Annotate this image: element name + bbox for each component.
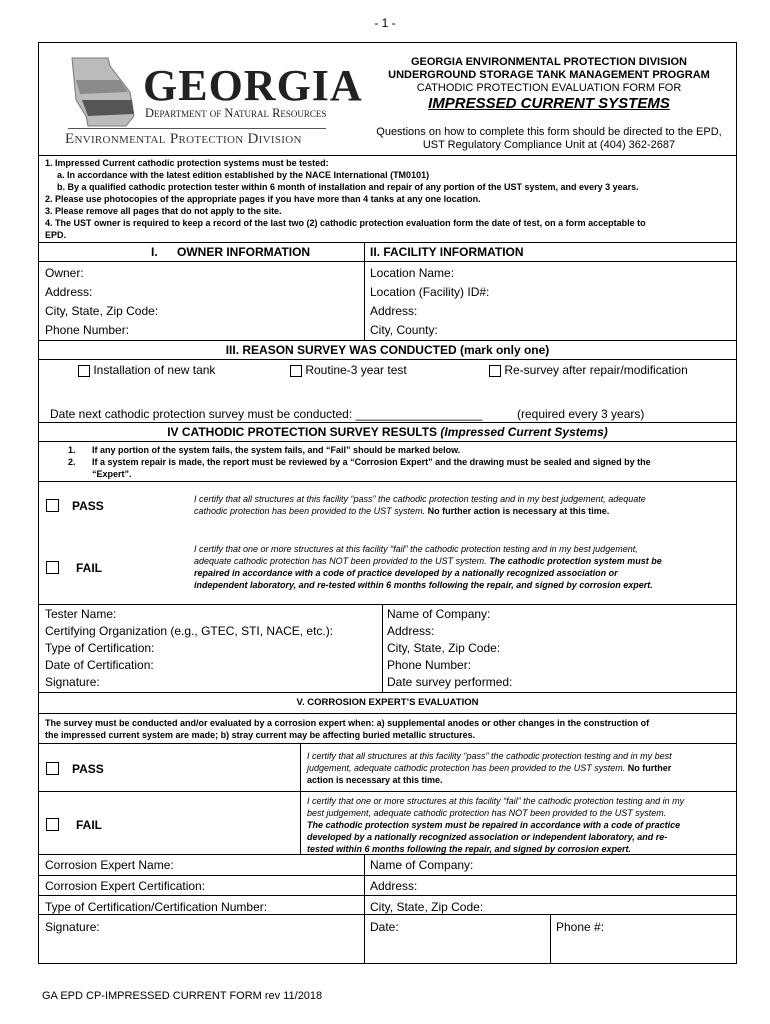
header-contact1: Questions on how to complete this form should be directed to the EPD, <box>376 126 722 138</box>
expert-fail-label: FAIL <box>76 818 102 832</box>
divider <box>38 359 737 360</box>
note-num: 1. <box>68 445 76 455</box>
georgia-map-icon <box>68 56 148 128</box>
divider <box>38 261 737 262</box>
header-line1: GEORGIA ENVIRONMENTAL PROTECTION DIVISION <box>410 56 688 68</box>
certifying-org-field[interactable]: Certifying Organization (e.g., GTEC, STI, NACE, etc.): <box>45 624 334 638</box>
logo-division-text: Environmental Protection Division <box>65 131 302 147</box>
column-divider <box>300 743 301 854</box>
note-num: 2. <box>68 457 76 467</box>
expert-address-field[interactable]: Address: <box>370 879 418 893</box>
option-new-tank[interactable] <box>78 363 215 377</box>
expert-pass-checkbox[interactable] <box>46 762 59 775</box>
reason-heading: III. REASON SURVEY WAS CONDUCTED (mark only one) <box>225 343 550 357</box>
pass-cert-text-1: I certify that all structures at this facility “pass” the cathodic protection testing and in my best judgement, adequate <box>194 494 646 504</box>
expert-cert-type-field[interactable]: Type of Certification/Certification Number: <box>45 900 268 914</box>
survey-date-field[interactable]: Date survey performed: <box>387 675 513 689</box>
tester-city-field[interactable]: City, State, Zip Code: <box>387 641 501 655</box>
expert-pass-text-2: judgement, adequate cathodic protection has been provided to the UST system. <box>307 763 626 773</box>
divider <box>38 743 737 744</box>
option-label: Routine-3 year test <box>305 363 407 377</box>
divider <box>38 692 737 693</box>
owner-field[interactable]: Owner: <box>45 266 84 280</box>
owner-phone-field[interactable]: Phone Number: <box>45 323 130 337</box>
divider <box>38 441 737 442</box>
expert-signature-field[interactable]: Signature: <box>45 920 100 934</box>
instruction-2: 2. Please use photocopies of the appropriate pages if you have more than 4 tanks at any one location. <box>45 194 481 204</box>
facility-heading: II. FACILITY INFORMATION <box>370 245 524 259</box>
option-label: Re-survey after repair/modification <box>504 363 688 377</box>
expert-phone-field[interactable]: Phone #: <box>556 920 605 934</box>
next-survey-date-field[interactable]: Date next cathodic protection survey must be conducted: ___________________ <box>50 407 483 421</box>
option-resurvey[interactable] <box>489 363 688 377</box>
divider <box>38 155 737 156</box>
expert-intro-2: the impressed current system are made; b) stray current may be affecting buried metallic structures. <box>45 730 476 740</box>
routine-checkbox[interactable] <box>290 365 302 377</box>
divider <box>38 340 737 341</box>
note-text: “Expert”. <box>92 469 132 479</box>
facility-address-field[interactable]: Address: <box>370 304 418 318</box>
owner-city-field[interactable]: City, State, Zip Code: <box>45 304 159 318</box>
expert-fail-text-5: tested within 6 months following the repair, and signed by corrosion expert. <box>307 844 632 854</box>
results-heading: IV CATHODIC PROTECTION SURVEY RESULTS <box>167 425 438 439</box>
form-footer: GA EPD CP-IMPRESSED CURRENT FORM rev 11/2018 <box>42 990 323 1002</box>
expert-fail-text-4: developed by a nationally recognized association or independent laboratory, and re- <box>307 832 668 842</box>
divider <box>38 242 737 243</box>
column-divider <box>364 242 365 341</box>
expert-pass-text-3: action is necessary at this time. <box>307 775 443 785</box>
column-divider <box>382 604 383 692</box>
expert-city-field[interactable]: City, State, Zip Code: <box>370 900 484 914</box>
instruction-1: 1. Impressed Current cathodic protection systems must be tested: <box>45 158 329 168</box>
divider <box>38 713 737 714</box>
expert-pass-text-1: I certify that all structures at this facility “pass” the cathodic protection testing and in my best <box>307 751 672 761</box>
expert-fail-text-2: best judgement, adequate cathodic protection has NOT been provided to the UST system. <box>307 808 667 818</box>
fail-cert-text-3: repaired in accordance with a code of practice developed by a nationally recognized association or <box>194 568 618 578</box>
logo-dnr-text: Department of Natural Resources <box>145 106 327 120</box>
pass-cert-text-2: cathodic protection has been provided to the UST system. <box>194 506 426 516</box>
pass-checkbox[interactable] <box>46 499 59 512</box>
expert-fail-text-3: The cathodic protection system must be repaired in accordance with a code of practice <box>307 820 681 830</box>
fail-cert-text-2: adequate cathodic protection has NOT been provided to the UST system. <box>194 556 487 566</box>
next-survey-note: (required every 3 years) <box>517 407 645 421</box>
divider <box>38 914 737 915</box>
pass-cert-line-2 <box>194 506 609 516</box>
pass-label: PASS <box>72 499 104 513</box>
form-title: IMPRESSED CURRENT SYSTEMS <box>428 95 670 112</box>
expert-intro-1: The survey must be conducted and/or evaluated by a corrosion expert when: a) supplemental anodes or other changes in the construction of <box>45 718 650 728</box>
header-line3: CATHODIC PROTECTION EVALUATION FORM FOR <box>416 82 682 94</box>
divider <box>38 895 737 896</box>
cert-type-field[interactable]: Type of Certification: <box>45 641 155 655</box>
owner-heading: OWNER INFORMATION <box>177 245 311 259</box>
option-routine[interactable] <box>290 363 407 377</box>
results-heading-row <box>38 425 737 439</box>
divider <box>38 422 737 423</box>
facility-id-field[interactable]: Location (Facility) ID#: <box>370 285 490 299</box>
expert-name-field[interactable]: Corrosion Expert Name: <box>45 858 174 872</box>
note-text: If any portion of the system fails, the system fails, and “Fail” should be marked below. <box>92 445 461 455</box>
fail-label: FAIL <box>76 561 102 575</box>
expert-heading: V. CORROSION EXPERT’S EVALUATION <box>296 697 479 708</box>
logo-georgia-text: GEORGIA <box>143 61 363 110</box>
column-divider <box>364 854 365 964</box>
option-label: Installation of new tank <box>93 363 216 377</box>
tester-address-field[interactable]: Address: <box>387 624 435 638</box>
fail-cert-text-4: independent laboratory, and re-tested within 6 months following the repair, and signed by corrosion expert. <box>194 580 653 590</box>
expert-fail-text-1: I certify that one or more structures at this facility “fail” the cathodic protection testing and in my <box>307 796 685 806</box>
instruction-1b: b. By a qualified cathodic protection tester within 6 month of installation and repair of any portion of the UST system, and every 3 years. <box>57 182 639 192</box>
instruction-4: 4. The UST owner is required to keep a record of the last two (2) cathodic protection evaluation form the date of test, on a form acceptable to <box>45 218 646 228</box>
cert-date-field[interactable]: Date of Certification: <box>45 658 154 672</box>
new-tank-checkbox[interactable] <box>78 365 90 377</box>
expert-pass-text-2b: No further <box>627 763 672 773</box>
expert-company-field[interactable]: Name of Company: <box>370 858 474 872</box>
tester-name-field[interactable]: Tester Name: <box>45 607 117 621</box>
header-line2: UNDERGROUND STORAGE TANK MANAGEMENT PROGRAM <box>388 69 710 81</box>
page-number: - 1 - <box>374 16 396 30</box>
instruction-4-cont: EPD. <box>45 230 67 240</box>
divider <box>38 791 737 792</box>
expert-cert-field[interactable]: Corrosion Expert Certification: <box>45 879 206 893</box>
fail-checkbox[interactable] <box>46 561 59 574</box>
note-text: If a system repair is made, the report must be reviewed by a “Corrosion Expert” and the drawing must be sealed and signed by the <box>92 457 651 467</box>
tester-signature-field[interactable]: Signature: <box>45 675 100 689</box>
divider <box>38 875 737 876</box>
tester-company-field[interactable]: Name of Company: <box>387 607 491 621</box>
column-divider <box>550 914 551 964</box>
fail-cert-line-2 <box>194 556 662 566</box>
divider <box>38 854 737 855</box>
resurvey-checkbox[interactable] <box>489 365 501 377</box>
pass-cert-text-2b: No further action is necessary at this time. <box>427 506 610 516</box>
expert-date-field[interactable]: Date: <box>370 920 399 934</box>
owner-address-field[interactable]: Address: <box>45 285 93 299</box>
fail-cert-text-2b: The cathodic protection system must be <box>489 556 662 566</box>
divider <box>38 604 737 605</box>
expert-pass-line-2 <box>307 763 671 773</box>
divider <box>38 481 737 482</box>
expert-pass-label: PASS <box>72 762 104 776</box>
instruction-3: 3. Please remove all pages that do not apply to the site. <box>45 206 282 216</box>
fail-cert-text-1: I certify that one or more structures at this facility “fail” the cathodic protection testing and in my best judgement, <box>194 544 638 554</box>
instruction-1a: a. In accordance with the latest edition established by the NACE International (TM0101) <box>57 170 430 180</box>
logo-rule <box>68 128 326 129</box>
tester-phone-field[interactable]: Phone Number: <box>387 658 472 672</box>
header-contact2: UST Regulatory Compliance Unit at (404) 362-2687 <box>422 139 676 151</box>
owner-heading-num: I. <box>151 245 158 259</box>
location-name-field[interactable]: Location Name: <box>370 266 455 280</box>
facility-city-field[interactable]: City, County: <box>370 323 438 337</box>
results-heading-italic: (Impressed Current Systems) <box>440 425 608 439</box>
expert-fail-checkbox[interactable] <box>46 818 59 831</box>
